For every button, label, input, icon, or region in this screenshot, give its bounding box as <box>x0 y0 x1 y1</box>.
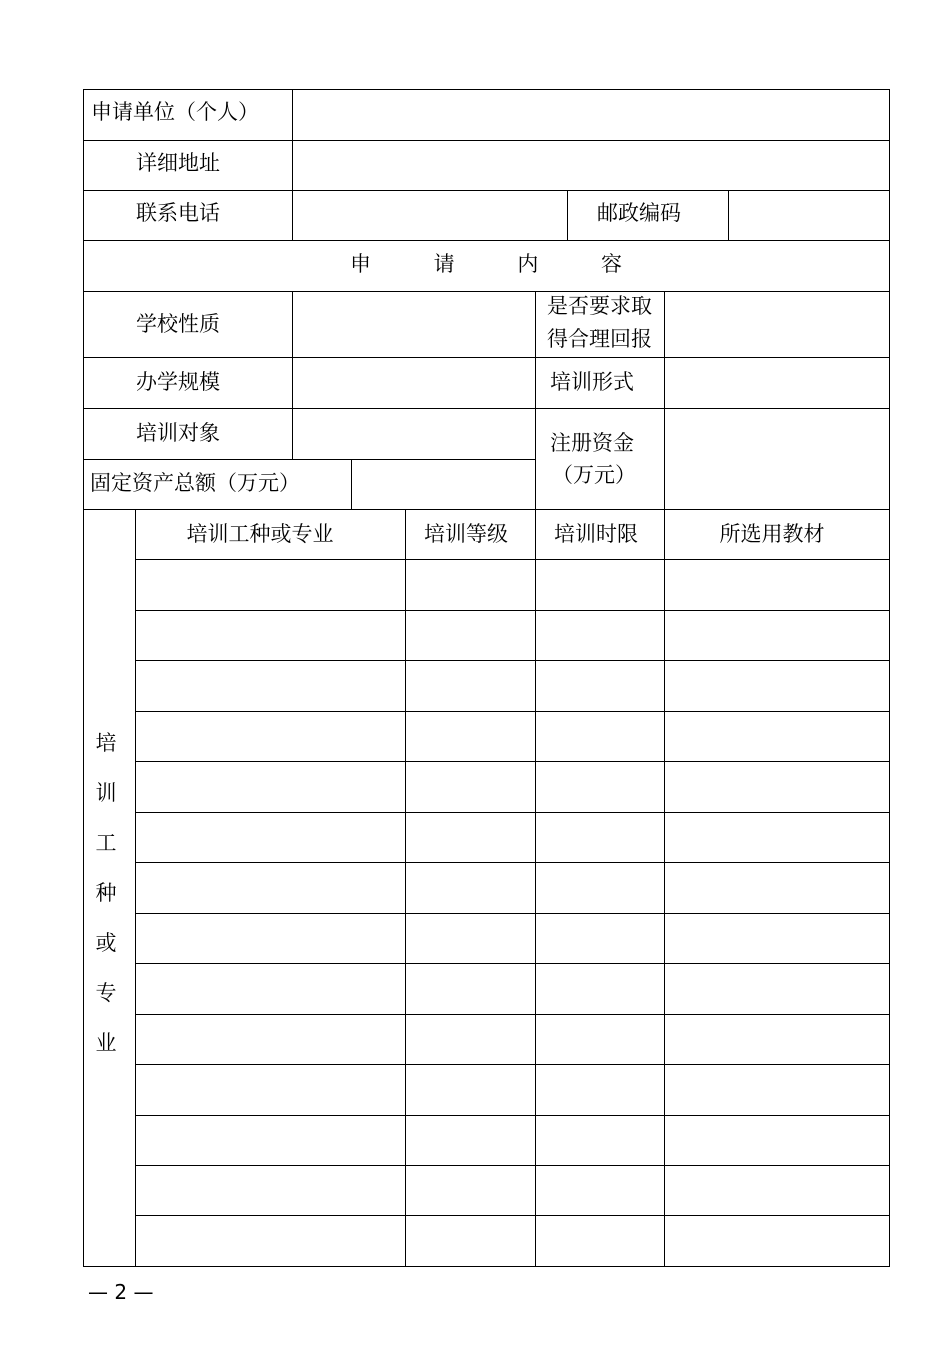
rule <box>83 291 890 292</box>
column-header-specialty: 培训工种或专业 <box>186 522 334 546</box>
rule <box>83 190 890 191</box>
rule <box>136 963 890 964</box>
vertical-label-char: 种 <box>95 881 117 905</box>
column-header-duration: 培训时限 <box>554 522 638 546</box>
rule <box>136 559 890 560</box>
rule <box>83 240 890 241</box>
rule <box>83 140 890 141</box>
rule <box>135 509 136 1267</box>
postcode-label: 邮政编码 <box>597 201 681 225</box>
rule <box>136 913 890 914</box>
rule <box>567 190 568 241</box>
rule <box>136 1064 890 1065</box>
applicant-label: 申请单位（个人） <box>91 100 259 124</box>
address-label: 详细地址 <box>136 151 220 175</box>
rule <box>136 711 890 712</box>
target-label: 培训对象 <box>136 421 220 445</box>
vertical-label-char: 培 <box>95 731 117 755</box>
rule <box>136 1115 890 1116</box>
rule <box>136 862 890 863</box>
vertical-label-char: 业 <box>95 1031 117 1055</box>
section-title: 申 请 内 容 <box>349 252 651 276</box>
rule <box>136 1215 890 1216</box>
return-label-line1: 是否要求取 <box>547 294 652 318</box>
rule <box>83 357 890 358</box>
rule <box>136 610 890 611</box>
vertical-label-char: 专 <box>95 981 117 1005</box>
capital-label-line2: （万元） <box>552 463 636 487</box>
rule <box>351 459 352 510</box>
training-form-label: 培训形式 <box>550 370 634 394</box>
column-header-textbook: 所选用教材 <box>719 522 825 546</box>
capital-label-line1: 注册资金 <box>550 431 634 455</box>
vertical-label-char: 训 <box>95 781 117 805</box>
rule <box>83 408 890 409</box>
rule <box>136 1165 890 1166</box>
rule <box>136 1014 890 1015</box>
rule <box>405 509 406 1267</box>
vertical-label-char: 工 <box>95 831 117 855</box>
rule <box>83 89 84 1267</box>
rule <box>83 1266 890 1267</box>
page-number: — 2 — <box>88 1280 154 1304</box>
rule <box>292 89 293 241</box>
rule <box>136 761 890 762</box>
scale-label: 办学规模 <box>136 370 220 394</box>
column-header-level: 培训等级 <box>424 522 508 546</box>
rule <box>292 291 293 460</box>
fixed-assets-label: 固定资产总额（万元） <box>90 471 300 495</box>
rule <box>136 660 890 661</box>
rule <box>83 509 890 510</box>
rule <box>535 291 536 1267</box>
rule <box>136 812 890 813</box>
vertical-label-char: 或 <box>95 931 117 955</box>
school-nature-label: 学校性质 <box>136 312 220 336</box>
phone-label: 联系电话 <box>136 201 220 225</box>
rule <box>83 459 535 460</box>
rule <box>889 89 890 1267</box>
rule <box>83 89 890 90</box>
return-label-line2: 得合理回报 <box>547 327 652 351</box>
rule <box>664 291 665 1267</box>
rule <box>728 190 729 241</box>
